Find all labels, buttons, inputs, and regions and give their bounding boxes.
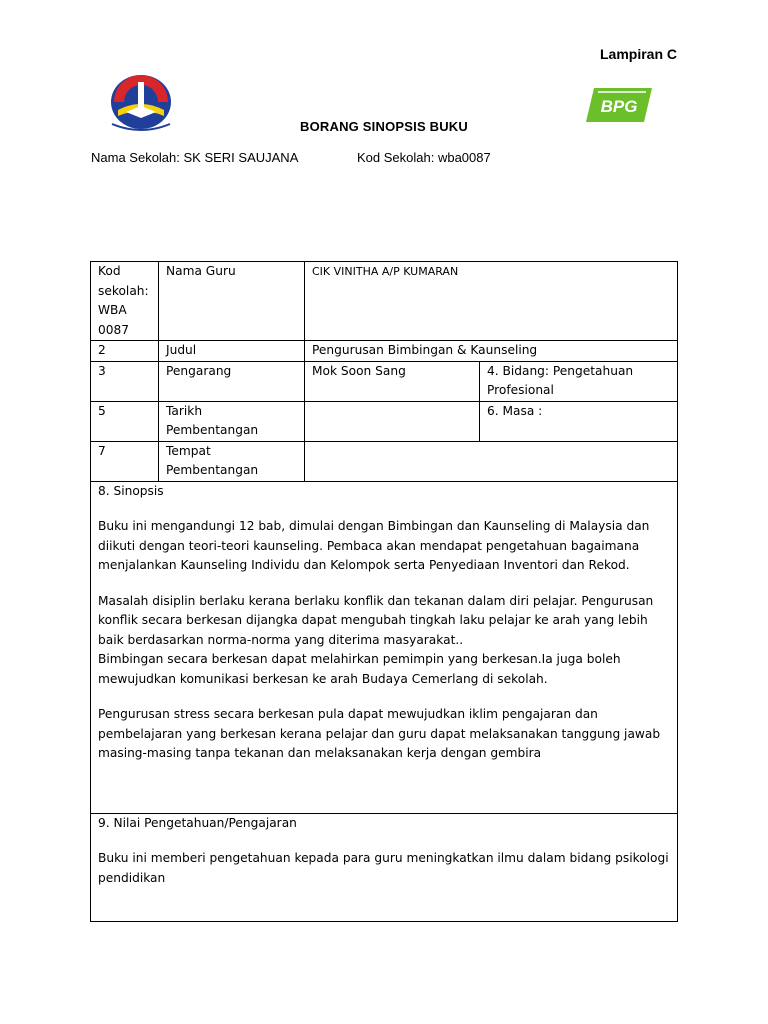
synopsis-paragraph: Masalah disiplin berlaku kerana berlaku konflik dan tekanan dalam diri pelajar. Pengurusan konflik secara berkesan dijangka dapat mengubah tingkah laku pelajar ke arah yang lebih baik berdasarkan norma-norma yang diterima masyarakat.. [98,593,654,647]
table-row [91,341,678,362]
school-info [91,150,491,165]
knowledge-paragraph: Buku ini memberi pengetahuan kepada para guru meningkatkan ilmu dalam bidang psikologi pendidikan [98,851,669,885]
venue-value [305,441,678,481]
row-label: Nama Guru [159,262,305,341]
row-label: Pengarang [159,361,305,401]
table-row [91,481,678,813]
table-row [91,361,678,401]
row-number: Kod sekolah: WBA 0087 [91,262,159,341]
author-value: Mok Soon Sang [305,361,480,401]
synopsis-form-table [90,261,678,922]
appendix-label: Lampiran C [599,46,677,62]
synopsis-paragraph: Bimbingan secara berkesan dapat melahirkan pemimpin yang berkesan.Ia juga boleh mewujudkan komunikasi berkesan ke arah Budaya Cemerlang di sekolah. [98,652,621,686]
table-row [91,262,678,341]
svg-text:BPG: BPG [600,97,638,116]
row-label: Tarikh Pembentangan [159,401,305,441]
table-row [91,401,678,441]
table-row [91,813,678,921]
row-label: Tempat Pembentangan [159,441,305,481]
synopsis-cell [91,481,678,813]
teacher-name-value: CIK VINITHA A/P KUMARAN [305,262,678,341]
form-title: BORANG SINOPSIS BUKU [300,119,468,134]
synopsis-paragraph: Pengurusan stress secara berkesan pula dapat mewujudkan iklim pengajaran dan pembelajaran yang berkesan kerana pelajar dan guru dapat melaksanakan tanggung jawab masing-masing tanpa tekanan dan melaksanakan kerja dengan gembira [98,707,661,760]
row-number: 3 [91,361,159,401]
synopsis-paragraph: Buku ini mengandungi 12 bab, dimulai dengan Bimbingan dan Kaunseling di Malaysia dan diikuti dengan teori-teori kaunseling. Pembaca akan mendapat pengetahuan bagaimana menjalankan Kaunseling Individu dan Kelompok serta Penyediaan Inventori dan Rekod. [98,519,650,572]
synopsis-heading: 8. Sinopsis [98,483,164,498]
row-number: 2 [91,341,159,362]
table-row [91,441,678,481]
knowledge-heading: 9. Nilai Pengetahuan/Pengajaran [98,815,297,830]
row-number: 5 [91,401,159,441]
row-number: 7 [91,441,159,481]
field-label: 4. Bidang: Pengetahuan Profesional [480,361,678,401]
time-label: 6. Masa : [480,401,678,441]
knowledge-value-cell [91,813,678,921]
row-label: Judul [159,341,305,362]
title-value: Pengurusan Bimbingan & Kaunseling [305,341,678,362]
school-code: Kod Sekolah: wba0087 [357,150,491,165]
school-name: Nama Sekolah: SK SERI SAUJANA [91,150,299,165]
date-value [305,401,480,441]
